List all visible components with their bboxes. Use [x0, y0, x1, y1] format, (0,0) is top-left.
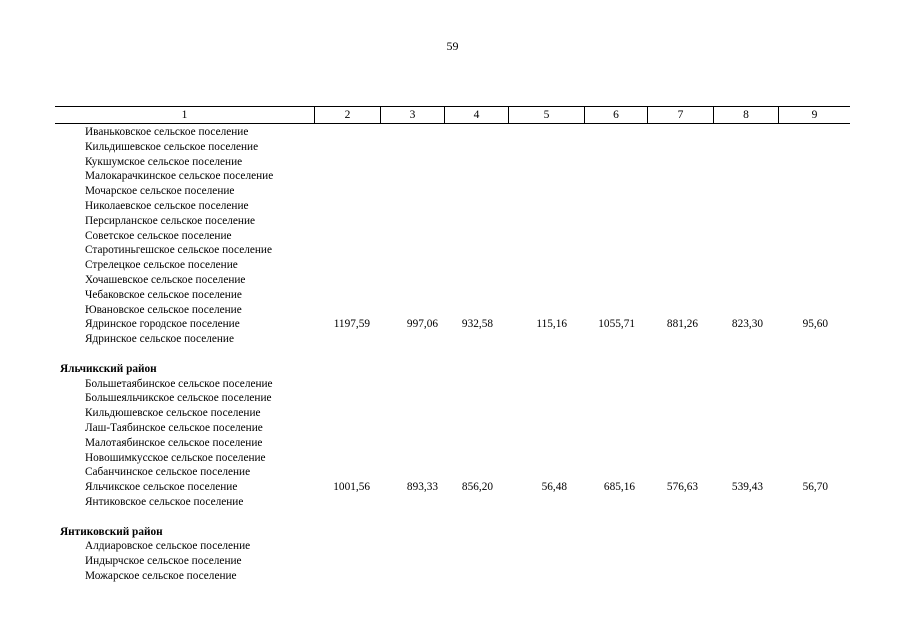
settlement-name: Лаш-Таябинское сельское поселение: [85, 421, 263, 434]
column-header: 8: [713, 107, 778, 123]
settlement-name: Малотаябинское сельское поселение: [85, 436, 263, 449]
settlement-name: Янтиковское сельское поселение: [85, 495, 244, 508]
table-row: [55, 258, 850, 273]
column-header: 2: [314, 107, 380, 123]
table-row: [55, 214, 850, 229]
district-name: Яльчикский район: [60, 362, 157, 375]
table-row: [55, 199, 850, 214]
settlement-name: Яльчикское сельское поселение: [85, 481, 238, 494]
table-row: [55, 539, 850, 554]
settlement-name: Большеяльчикское сельское поселение: [85, 392, 272, 405]
settlement-name: Кильдюшевское сельское поселение: [85, 407, 261, 420]
table-row: [55, 465, 850, 480]
settlement-name: Персирланское сельское поселение: [85, 214, 256, 227]
column-header: 5: [508, 107, 584, 123]
table-row: [55, 184, 850, 199]
settlement-name: Ядринское городское поселение: [85, 318, 240, 331]
settlement-name: Индырчское сельское поселение: [85, 555, 242, 568]
value-col-7: 576,63: [666, 481, 698, 494]
value-col-8: 823,30: [731, 318, 763, 331]
value-col-2: 1001,56: [333, 481, 370, 494]
settlement-name: Стрелецкое сельское поселение: [85, 259, 238, 272]
value-col-4: 932,58: [461, 318, 493, 331]
settlement-name: Ювановское сельское поселение: [85, 303, 242, 316]
settlement-name: Можарское сельское поселение: [85, 569, 237, 582]
table-row: [55, 303, 850, 318]
table-row: [55, 421, 850, 436]
settlement-name: Кукшумское сельское поселение: [85, 155, 243, 168]
value-col-2: 1197,59: [333, 318, 370, 331]
spacer: [55, 347, 850, 362]
value-col-8: 539,43: [731, 481, 763, 494]
table-header-row: [55, 106, 850, 124]
table-row: [55, 391, 850, 406]
settlement-name: Советское сельское поселение: [85, 229, 232, 242]
table-row: [55, 140, 850, 155]
table-row: [55, 554, 850, 569]
value-col-5: 115,16: [536, 318, 567, 331]
value-col-9: 56,70: [802, 481, 828, 494]
settlement-name: Новошимкусское сельское поселение: [85, 451, 266, 464]
table-row: [55, 243, 850, 258]
district-row: [55, 362, 850, 377]
district-row: [55, 525, 850, 540]
table-row: [55, 495, 850, 510]
column-header: 1: [181, 109, 188, 121]
district-name: Янтиковский район: [60, 525, 163, 538]
spacer: [55, 510, 850, 525]
table-row-with-totals: [55, 317, 850, 332]
table-row: [55, 288, 850, 303]
table-row: [55, 229, 850, 244]
settlement-name: Сабанчинское сельское поселение: [85, 466, 251, 479]
settlement-name: Малокарачкинское сельское поселение: [85, 170, 274, 183]
table-row: [55, 273, 850, 288]
table-row: [55, 169, 850, 184]
table-row: [55, 436, 850, 451]
value-col-3: 893,33: [406, 481, 438, 494]
page-number: 59: [446, 39, 459, 53]
value-col-6: 685,16: [603, 481, 635, 494]
table-row: [55, 406, 850, 421]
settlement-name: Алдиаровское сельское поселение: [85, 540, 251, 553]
value-col-9: 95,60: [802, 318, 828, 331]
settlement-name: Старотиньгешское сельское поселение: [85, 244, 272, 257]
settlement-name: Чебаковское сельское поселение: [85, 288, 242, 301]
table-row: [55, 569, 850, 584]
column-header: 4: [444, 107, 508, 123]
value-col-3: 997,06: [406, 318, 438, 331]
value-col-5: 56,48: [541, 481, 567, 494]
table-row: [55, 451, 850, 466]
column-header: 3: [380, 107, 444, 123]
settlement-name: Мочарское сельское поселение: [85, 185, 235, 198]
settlement-name: Кильдишевское сельское поселение: [85, 140, 259, 153]
table-row: [55, 125, 850, 140]
table-body: [55, 125, 850, 584]
settlement-name: Иваньковское сельское поселение: [85, 126, 249, 138]
value-col-7: 881,26: [666, 318, 698, 331]
table-row: [55, 155, 850, 170]
table-row: [55, 332, 850, 347]
value-col-6: 1055,71: [598, 318, 635, 331]
column-header: 6: [584, 107, 647, 123]
settlement-name: Ядринское сельское поселение: [85, 333, 234, 346]
settlement-name: Хочашевское сельское поселение: [85, 273, 246, 286]
value-col-4: 856,20: [461, 481, 493, 494]
data-table: [55, 106, 850, 582]
settlement-name: Большетаябинское сельское поселение: [85, 377, 273, 390]
table-row-with-totals: [55, 480, 850, 495]
settlement-name: Николаевское сельское поселение: [85, 199, 249, 212]
column-header: 7: [647, 107, 713, 123]
column-header: 9: [778, 107, 850, 123]
table-row: [55, 377, 850, 392]
